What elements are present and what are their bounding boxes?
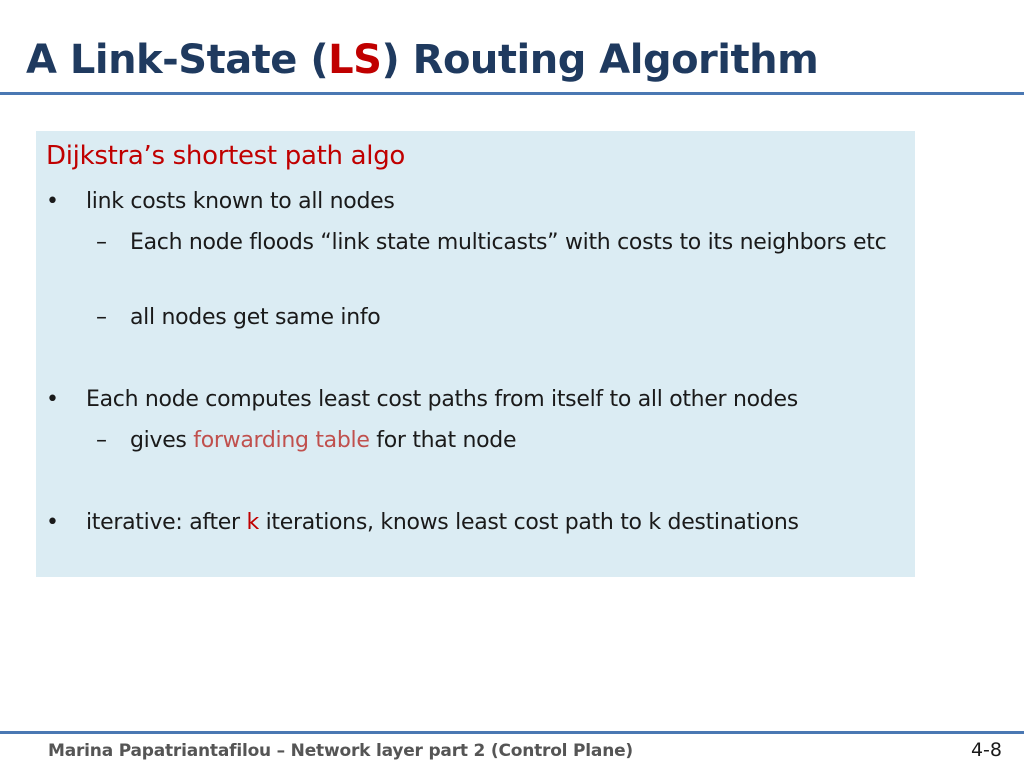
content-box (36, 131, 915, 577)
bullet-least-cost: Each node computes least cost paths from itself to all other nodes (86, 387, 798, 412)
footer-divider (0, 731, 1024, 734)
slide-title (26, 38, 818, 82)
bullet-iterative-prefix: iterative: after (86, 510, 247, 535)
title-divider (0, 92, 1024, 95)
title-suffix: ) Routing Algorithm (381, 37, 819, 83)
k-highlight: k (246, 510, 259, 535)
footer-author: Marina Papatriantafilou – Network layer part 2 (Control Plane) (48, 741, 633, 761)
bullet-marker: • (46, 189, 59, 214)
title-prefix: A Link-State ( (26, 37, 329, 83)
bullet-marker: • (46, 510, 59, 535)
sub-bullet-forwarding-prefix: gives (130, 428, 194, 453)
dash-marker: – (96, 230, 107, 255)
title-accent: LS (328, 37, 382, 83)
forwarding-table-highlight: forwarding table (193, 428, 370, 453)
bullet-marker: • (46, 387, 59, 412)
dash-marker: – (96, 428, 107, 453)
page-number: 4-8 (970, 739, 1002, 761)
bullet-iterative (86, 506, 799, 540)
sub-bullet-floods: Each node floods “link state multicasts” with costs to its neighbors etc (130, 230, 887, 255)
sub-bullet-forwarding-suffix: for that node (369, 428, 517, 453)
box-heading: Dijkstra’s shortest path algo (46, 141, 406, 171)
sub-bullet-same-info: all nodes get same info (130, 305, 381, 330)
bullet-iterative-suffix: iterations, knows least cost path to k destinations (258, 510, 799, 535)
dash-marker: – (96, 305, 107, 330)
bullet-link-costs: link costs known to all nodes (86, 189, 395, 214)
sub-bullet-forwarding (130, 424, 516, 458)
